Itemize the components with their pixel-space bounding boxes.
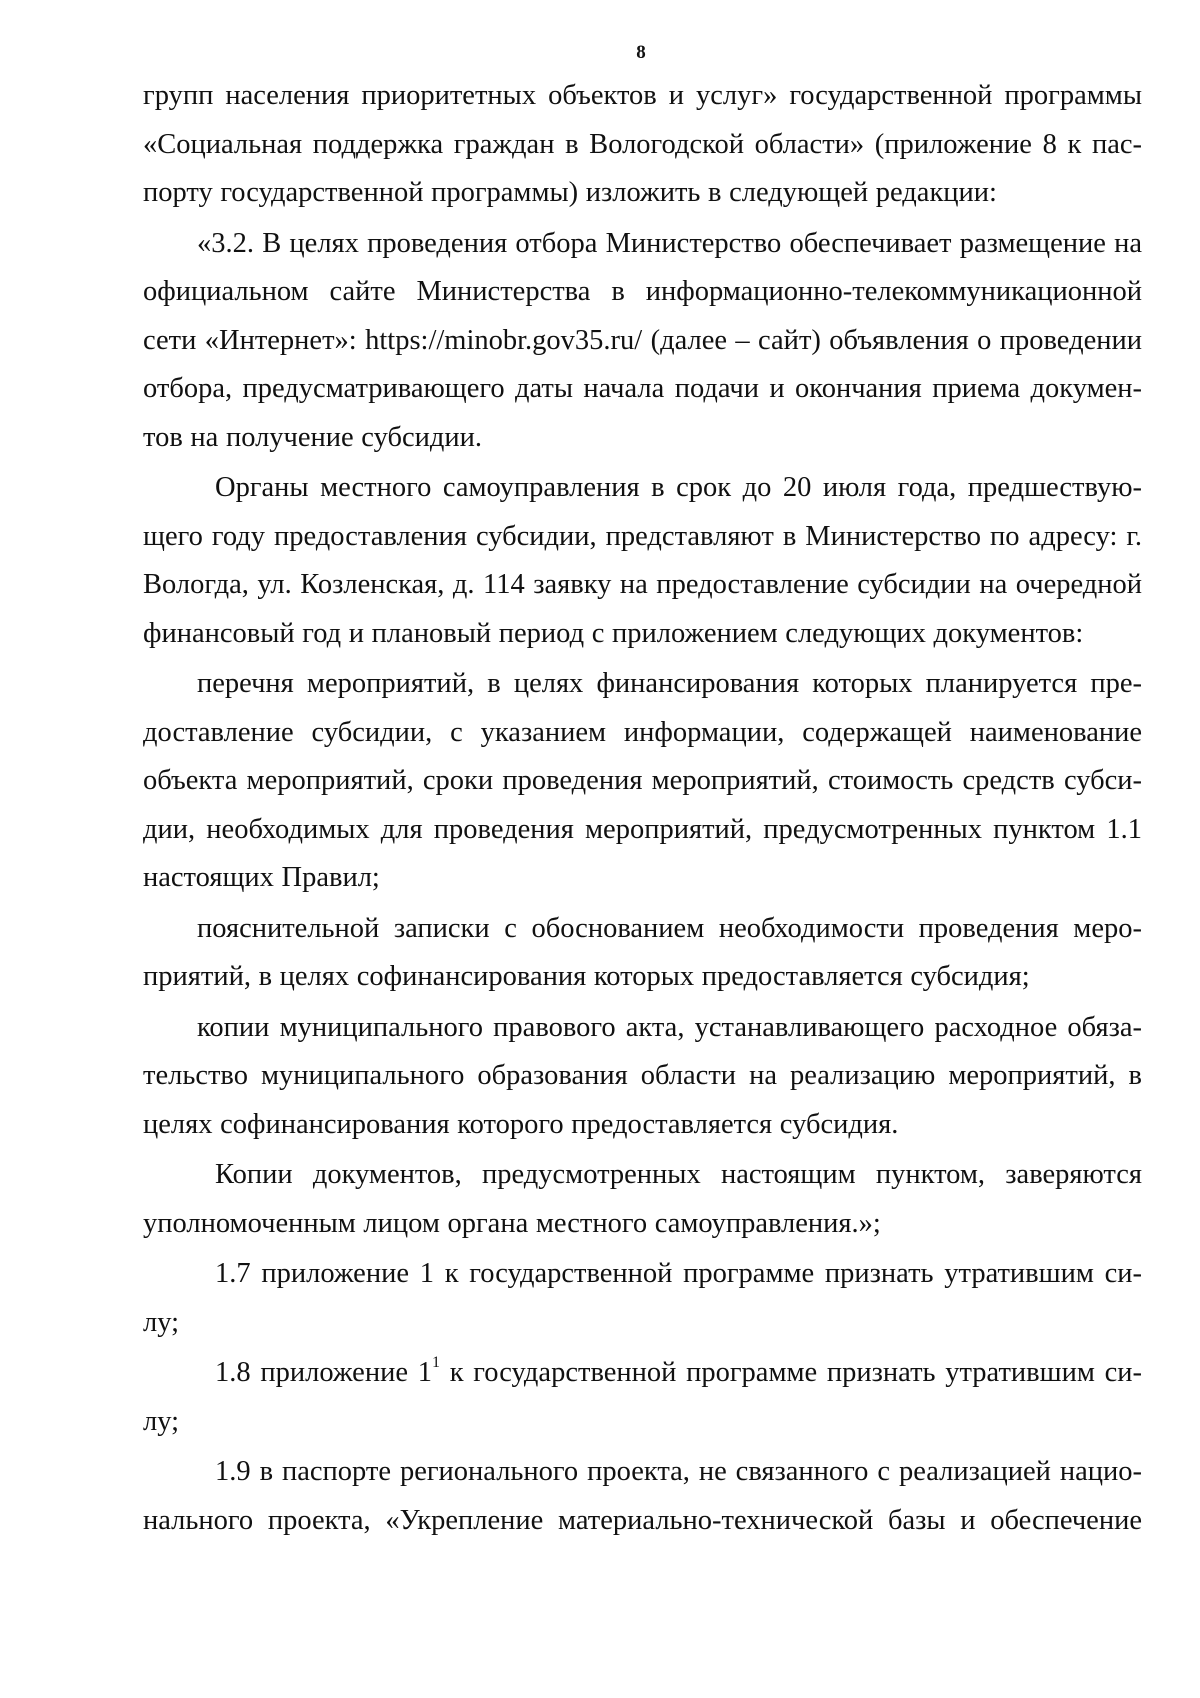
paragraph-text: перечня мероприятий, в целях финансирования которых планируется пре-доставление субсидии, с указанием информации, содержащей наименование объекта мероприятий, сроки проведения мероприятий, стоимость средств субси-дии, необходимых для проведения мероприятий, предусмотренных пунктом 1.1 настоящих Правил; bbox=[143, 668, 1142, 893]
paragraph-1-9-regional-project-passport bbox=[143, 1448, 1142, 1545]
paragraph-text-after: к государственной программе признать утратившим си-лу; bbox=[143, 1357, 1142, 1437]
paragraph-list-of-activities bbox=[143, 660, 1142, 903]
paragraph-program-title-continuation bbox=[143, 72, 1142, 218]
superscript-index: 1 bbox=[431, 1354, 440, 1371]
document-body bbox=[143, 72, 1142, 1545]
paragraph-text: «3.2. В целях проведения отбора Министерство обеспечивает размещение на официальном сайте Министерства в информационно-телекоммуникационной сети «Интернет»: https://minobr.gov35.ru/ (далее – сайт) объявления о проведении отбора, предусматривающего даты начала подачи и окончания приема докумен-тов на получение субсидии. bbox=[143, 227, 1142, 453]
paragraph-text: Органы местного самоуправления в срок до 20 июля года, предшествую-щего году предоставления субсидии, представляют в Министерство по адресу: г. Вологда, ул. Козленская, д. 114 заявку на предоставление субсидии на очередной финансовый год и плановый период с приложением следующих документов: bbox=[143, 472, 1142, 649]
page-number: 8 bbox=[636, 42, 646, 63]
paragraph-text: 1.9 в паспорте регионального проекта, не связанного с реализацией нацио-нального проекта, «Укрепление материально-технической базы и обеспечение bbox=[143, 1456, 1142, 1536]
paragraph-text: Копии документов, предусмотренных настоящим пунктом, заверяются уполномоченным лицом органа местного самоуправления.»; bbox=[143, 1159, 1142, 1239]
paragraph-text: 1.7 приложение 1 к государственной программе признать утратившим си-лу; bbox=[143, 1258, 1142, 1338]
paragraph-1-7-appendix-1-void bbox=[143, 1250, 1142, 1347]
paragraph-text: групп населения приоритетных объектов и услуг» государственной программы «Социальная поддержка граждан в Вологодской области» (приложение 8 к пас-порту государственной программы) изложить в следующей редакции: bbox=[143, 80, 1142, 208]
paragraph-municipal-legal-act bbox=[143, 1004, 1142, 1150]
paragraph-1-8-appendix-1-1-void bbox=[143, 1349, 1142, 1446]
paragraph-copies-certification bbox=[143, 1151, 1142, 1248]
paragraph-text: пояснительной записки с обоснованием необходимости проведения меро-приятий, в целях софинансирования которых предоставляется субсидия; bbox=[143, 912, 1142, 992]
paragraph-explanatory-note bbox=[143, 905, 1142, 1002]
paragraph-local-authorities-application bbox=[143, 464, 1142, 658]
paragraph-text-before: 1.8 приложение 1 bbox=[215, 1357, 432, 1388]
paragraph-text: копии муниципального правового акта, устанавливающего расходное обяза-тельство муниципального образования области на реализацию мероприятий, в целях софинансирования которого предоставляется субсидия. bbox=[143, 1011, 1142, 1140]
paragraph-3-2-selection-announcement bbox=[143, 220, 1142, 463]
